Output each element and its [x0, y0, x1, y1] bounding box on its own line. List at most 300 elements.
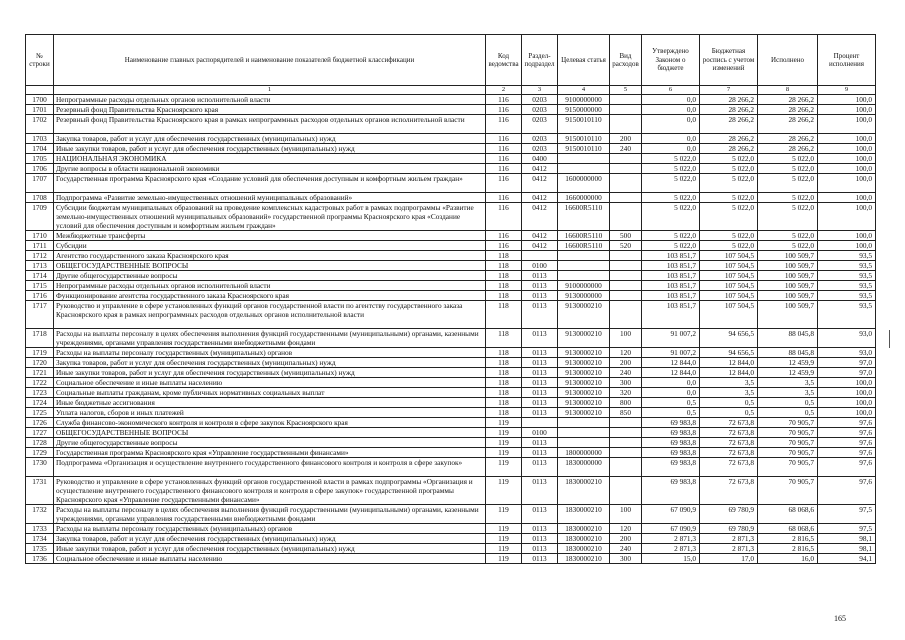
- row-approved: 91 007,2: [642, 329, 700, 348]
- row-target: 9100000000: [558, 281, 610, 291]
- row-section: 0100: [522, 428, 558, 438]
- row-name: Функционирование агентства государственного заказа Красноярского края: [54, 291, 486, 301]
- row-done: 3,5: [758, 378, 818, 388]
- row-section: 0113: [522, 358, 558, 368]
- row-num: 1717: [26, 301, 54, 329]
- row-done: 70 905,7: [758, 477, 818, 505]
- row-name: Иные закупки товаров, работ и услуг для обеспечения государственных (муниципальных) нужд: [54, 144, 486, 154]
- row-code: 119: [486, 418, 522, 428]
- col-index: 5: [610, 86, 642, 95]
- row-approved: 0,0: [642, 95, 700, 105]
- row-percent: 100,0: [818, 378, 876, 388]
- row-name: Уплата налогов, сборов и иных платежей: [54, 408, 486, 418]
- row-name: Субсидии бюджетам муниципальных образований на проведение комплексных кадастровых работ в рамках подпрограммы «Развитие земельно-имущественных отношений муниципальных образований» государственной программы Красноярского края «Создание условий для обеспечения доступным и комфортным жильем граждан»: [54, 203, 486, 231]
- table-row: [26, 398, 876, 408]
- row-section: [522, 251, 558, 261]
- row-num: 1702: [26, 115, 54, 134]
- col-index: 6: [642, 86, 700, 95]
- row-percent: 100,0: [818, 95, 876, 105]
- row-target: [558, 261, 610, 271]
- row-code: 118: [486, 329, 522, 348]
- row-target: 16600R5110: [558, 203, 610, 231]
- row-budget: 3,5: [700, 388, 758, 398]
- table-row: [26, 203, 876, 231]
- row-kind: 300: [610, 378, 642, 388]
- table-row: [26, 505, 876, 524]
- table-row: [26, 164, 876, 174]
- col-index: 7: [700, 86, 758, 95]
- row-percent: 100,0: [818, 105, 876, 115]
- col-index: 2: [486, 86, 522, 95]
- row-name: Социальные выплаты гражданам, кроме публичных нормативных социальных выплат: [54, 388, 486, 398]
- row-code: 116: [486, 193, 522, 203]
- budget-table: [25, 34, 876, 564]
- row-num: 1710: [26, 231, 54, 241]
- row-section: 0113: [522, 477, 558, 505]
- table-row: [26, 418, 876, 428]
- row-done: 28 266,2: [758, 105, 818, 115]
- row-code: 116: [486, 134, 522, 144]
- row-done: 5 022,0: [758, 164, 818, 174]
- table-row: [26, 291, 876, 301]
- table-row: [26, 448, 876, 458]
- row-budget: 12 844,0: [700, 358, 758, 368]
- row-name: Иные бюджетные ассигнования: [54, 398, 486, 408]
- row-code: 119: [486, 534, 522, 544]
- row-done: 28 266,2: [758, 115, 818, 134]
- table-row: [26, 477, 876, 505]
- row-section: 0412: [522, 203, 558, 231]
- row-name: Резервный фонд Правительства Красноярского края: [54, 105, 486, 115]
- row-target: 16600R5110: [558, 231, 610, 241]
- row-kind: [610, 154, 642, 164]
- row-target: 9130000210: [558, 358, 610, 368]
- row-budget: 28 266,2: [700, 134, 758, 144]
- row-target: 1600000000: [558, 174, 610, 193]
- row-done: 2 816,5: [758, 534, 818, 544]
- row-section: [522, 418, 558, 428]
- row-budget: 72 673,8: [700, 418, 758, 428]
- row-budget: 2 871,3: [700, 544, 758, 554]
- row-code: 119: [486, 477, 522, 505]
- row-num: 1708: [26, 193, 54, 203]
- row-num: 1732: [26, 505, 54, 524]
- table-row: [26, 554, 876, 564]
- row-section: 0113: [522, 554, 558, 564]
- row-section: 0203: [522, 115, 558, 134]
- row-approved: 69 983,8: [642, 418, 700, 428]
- row-percent: 97,0: [818, 368, 876, 378]
- row-done: 68 068,6: [758, 524, 818, 534]
- row-done: 3,5: [758, 388, 818, 398]
- row-budget: 107 504,5: [700, 291, 758, 301]
- row-done: 100 509,7: [758, 261, 818, 271]
- row-percent: 100,0: [818, 154, 876, 164]
- row-percent: 97,5: [818, 505, 876, 524]
- row-code: 118: [486, 271, 522, 281]
- row-kind: 500: [610, 231, 642, 241]
- row-done: 5 022,0: [758, 231, 818, 241]
- row-done: 5 022,0: [758, 154, 818, 164]
- row-kind: [610, 448, 642, 458]
- row-num: 1703: [26, 134, 54, 144]
- table-row: [26, 193, 876, 203]
- row-target: 9130000210: [558, 388, 610, 398]
- row-code: 118: [486, 261, 522, 271]
- row-section: 0113: [522, 329, 558, 348]
- header-row: [26, 35, 876, 86]
- row-kind: 240: [610, 144, 642, 154]
- row-budget: 107 504,5: [700, 251, 758, 261]
- row-budget: 5 022,0: [700, 164, 758, 174]
- row-name: Руководство и управление в сфере установленных функций органов государственной власти в рамках подпрограммы «Организация и осуществление внутреннего государственного финансового контроля и контроля в сфере закупок» государственной программы Красноярского края «Управление государственными финансами»: [54, 477, 486, 505]
- row-code: 116: [486, 95, 522, 105]
- row-percent: 93,5: [818, 281, 876, 291]
- row-name: Подпрограмма «Организация и осуществление внутреннего государственного финансового контроля и контроля в сфере закупок»: [54, 458, 486, 477]
- row-budget: 5 022,0: [700, 203, 758, 231]
- row-num: 1724: [26, 398, 54, 408]
- row-percent: 100,0: [818, 241, 876, 251]
- row-approved: 12 844,0: [642, 358, 700, 368]
- table-row: [26, 301, 876, 329]
- row-budget: 3,5: [700, 378, 758, 388]
- row-name: Государственная программа Красноярского края «Создание условий для обеспечения доступным и комфортным жильем граждан»: [54, 174, 486, 193]
- row-num: 1705: [26, 154, 54, 164]
- col-header-num: № строки: [26, 35, 54, 86]
- row-name: Закупка товаров, работ и услуг для обеспечения государственных (муниципальных) нужд: [54, 358, 486, 368]
- row-name: Другие общегосударственные вопросы: [54, 438, 486, 448]
- row-budget: 72 673,8: [700, 438, 758, 448]
- row-approved: 67 090,9: [642, 524, 700, 534]
- row-kind: [610, 95, 642, 105]
- row-target: 9130000210: [558, 301, 610, 329]
- row-percent: 100,0: [818, 144, 876, 154]
- row-num: 1725: [26, 408, 54, 418]
- row-section: 0113: [522, 408, 558, 418]
- row-code: 119: [486, 428, 522, 438]
- row-kind: 120: [610, 524, 642, 534]
- row-target: 1830000210: [558, 524, 610, 534]
- row-num: 1714: [26, 271, 54, 281]
- row-kind: 120: [610, 348, 642, 358]
- row-code: 118: [486, 378, 522, 388]
- row-budget: 5 022,0: [700, 231, 758, 241]
- row-section: 0113: [522, 281, 558, 291]
- row-target: 9150010110: [558, 144, 610, 154]
- row-percent: 100,0: [818, 115, 876, 134]
- col-header-name: Наименование главных распорядителей и наименование показателей бюджетной классификации: [54, 35, 486, 86]
- row-budget: 28 266,2: [700, 115, 758, 134]
- row-approved: 0,5: [642, 398, 700, 408]
- row-target: 1830000210: [558, 477, 610, 505]
- row-percent: 100,0: [818, 388, 876, 398]
- row-code: 118: [486, 358, 522, 368]
- table-row: [26, 348, 876, 358]
- row-num: 1700: [26, 95, 54, 105]
- row-done: 12 459,9: [758, 368, 818, 378]
- row-target: [558, 271, 610, 281]
- row-kind: [610, 203, 642, 231]
- row-kind: 850: [610, 408, 642, 418]
- table-row: [26, 534, 876, 544]
- row-name: Расходы на выплаты персоналу государственных (муниципальных) органов: [54, 524, 486, 534]
- row-section: 0113: [522, 271, 558, 281]
- row-done: 5 022,0: [758, 174, 818, 193]
- row-approved: 0,0: [642, 378, 700, 388]
- row-target: [558, 428, 610, 438]
- row-kind: 320: [610, 388, 642, 398]
- table-row: [26, 271, 876, 281]
- row-kind: [610, 438, 642, 448]
- row-code: 118: [486, 348, 522, 358]
- row-code: 116: [486, 144, 522, 154]
- row-target: 9100000000: [558, 95, 610, 105]
- row-approved: 69 983,8: [642, 448, 700, 458]
- row-budget: 107 504,5: [700, 301, 758, 329]
- row-code: 118: [486, 388, 522, 398]
- row-num: 1723: [26, 388, 54, 398]
- row-budget: 5 022,0: [700, 241, 758, 251]
- row-approved: 5 022,0: [642, 174, 700, 193]
- row-section: 0203: [522, 144, 558, 154]
- row-percent: 100,0: [818, 398, 876, 408]
- row-done: 68 068,6: [758, 505, 818, 524]
- table-row: [26, 428, 876, 438]
- row-section: 0113: [522, 458, 558, 477]
- row-section: 0100: [522, 261, 558, 271]
- row-percent: 94,1: [818, 554, 876, 564]
- row-done: 70 905,7: [758, 438, 818, 448]
- row-approved: 103 851,7: [642, 291, 700, 301]
- row-name: Закупка товаров, работ и услуг для обеспечения государственных (муниципальных) нужд: [54, 134, 486, 144]
- table-row: [26, 358, 876, 368]
- row-approved: 5 022,0: [642, 203, 700, 231]
- row-section: 0113: [522, 301, 558, 329]
- row-section: 0113: [522, 398, 558, 408]
- row-section: 0113: [522, 438, 558, 448]
- col-header-kind: Вид расходов: [610, 35, 642, 86]
- row-target: 1830000210: [558, 534, 610, 544]
- row-done: 28 266,2: [758, 134, 818, 144]
- row-done: 5 022,0: [758, 193, 818, 203]
- row-done: 100 509,7: [758, 271, 818, 281]
- row-target: 9150010110: [558, 134, 610, 144]
- table-row: [26, 251, 876, 261]
- table-row: [26, 231, 876, 241]
- table-row: [26, 388, 876, 398]
- row-section: 0113: [522, 544, 558, 554]
- row-budget: 0,5: [700, 398, 758, 408]
- row-target: 9130000210: [558, 368, 610, 378]
- row-section: 0113: [522, 505, 558, 524]
- col-header-code: Код ведомства: [486, 35, 522, 86]
- table-row: [26, 174, 876, 193]
- row-section: 0412: [522, 174, 558, 193]
- row-kind: 100: [610, 505, 642, 524]
- row-target: [558, 154, 610, 164]
- row-kind: [610, 418, 642, 428]
- row-name: Агентство государственного заказа Красноярского края: [54, 251, 486, 261]
- row-budget: 107 504,5: [700, 281, 758, 291]
- row-percent: 98,1: [818, 544, 876, 554]
- row-num: 1718: [26, 329, 54, 348]
- row-kind: 100: [610, 329, 642, 348]
- row-percent: 93,5: [818, 251, 876, 261]
- col-header-approved: Утверждено Законом о бюджете: [642, 35, 700, 86]
- row-kind: [610, 251, 642, 261]
- row-approved: 15,0: [642, 554, 700, 564]
- row-name: Подпрограмма «Развитие земельно-имущественных отношений муниципальных образований»: [54, 193, 486, 203]
- row-target: 9130000210: [558, 398, 610, 408]
- row-num: 1728: [26, 438, 54, 448]
- table-row: [26, 544, 876, 554]
- table-row: [26, 458, 876, 477]
- row-kind: 200: [610, 358, 642, 368]
- page-number: 165: [834, 614, 846, 623]
- row-budget: 28 266,2: [700, 95, 758, 105]
- row-section: 0203: [522, 134, 558, 144]
- row-done: 100 509,7: [758, 291, 818, 301]
- row-name: Государственная программа Красноярского края «Управление государственными финансами»: [54, 448, 486, 458]
- row-approved: 5 022,0: [642, 193, 700, 203]
- row-percent: 100,0: [818, 408, 876, 418]
- col-header-percent: Процент исполнения: [818, 35, 876, 86]
- row-budget: 69 780,9: [700, 524, 758, 534]
- row-done: 88 045,8: [758, 329, 818, 348]
- row-kind: 520: [610, 241, 642, 251]
- row-target: 9130000210: [558, 329, 610, 348]
- row-done: 28 266,2: [758, 95, 818, 105]
- row-section: 0113: [522, 448, 558, 458]
- row-name: Другие вопросы в области национальной экономики: [54, 164, 486, 174]
- row-section: 0113: [522, 348, 558, 358]
- col-index: 3: [522, 86, 558, 95]
- row-code: 118: [486, 251, 522, 261]
- row-percent: 97,5: [818, 524, 876, 534]
- row-done: 100 509,7: [758, 301, 818, 329]
- row-kind: [610, 271, 642, 281]
- row-name: Непрограммные расходы отдельных органов исполнительной власти: [54, 95, 486, 105]
- row-num: 1726: [26, 418, 54, 428]
- row-num: 1707: [26, 174, 54, 193]
- row-target: 9130000210: [558, 348, 610, 358]
- column-index-row: [26, 86, 876, 95]
- row-num: 1736: [26, 554, 54, 564]
- row-percent: 93,0: [818, 348, 876, 358]
- col-index: 8: [758, 86, 818, 95]
- row-num: 1715: [26, 281, 54, 291]
- table-row: [26, 438, 876, 448]
- row-kind: 300: [610, 554, 642, 564]
- row-approved: 103 851,7: [642, 251, 700, 261]
- table-row: [26, 408, 876, 418]
- col-header-target: Целевая статья: [558, 35, 610, 86]
- row-name: Иные закупки товаров, работ и услуг для обеспечения государственных (муниципальных) нужд: [54, 368, 486, 378]
- table-row: [26, 261, 876, 271]
- row-num: 1716: [26, 291, 54, 301]
- row-target: [558, 164, 610, 174]
- row-name: Служба финансово-экономического контроля и контроля в сфере закупок Красноярского края: [54, 418, 486, 428]
- row-percent: 100,0: [818, 164, 876, 174]
- row-name: ОБЩЕГОСУДАРСТВЕННЫЕ ВОПРОСЫ: [54, 428, 486, 438]
- row-section: 0412: [522, 164, 558, 174]
- row-code: 116: [486, 105, 522, 115]
- row-percent: 93,5: [818, 271, 876, 281]
- row-approved: 2 871,3: [642, 534, 700, 544]
- row-num: 1704: [26, 144, 54, 154]
- row-target: 1800000000: [558, 448, 610, 458]
- row-code: 116: [486, 174, 522, 193]
- row-done: 70 905,7: [758, 448, 818, 458]
- row-section: 0113: [522, 534, 558, 544]
- row-approved: 0,0: [642, 134, 700, 144]
- row-kind: [610, 477, 642, 505]
- row-done: 70 905,7: [758, 428, 818, 438]
- row-section: 0113: [522, 388, 558, 398]
- row-target: 9130000000: [558, 291, 610, 301]
- row-name: Руководство и управление в сфере установленных функций органов государственной власти по агентству государственного заказа Красноярского края в рамках непрограммных расходов отдельных органов исполнительной власти: [54, 301, 486, 329]
- row-name: Другие общегосударственные вопросы: [54, 271, 486, 281]
- row-kind: [610, 193, 642, 203]
- col-header-budget: Бюджетная роспись с учетом изменений: [700, 35, 758, 86]
- scan-mark: [889, 330, 890, 348]
- row-code: 118: [486, 368, 522, 378]
- row-percent: 98,1: [818, 534, 876, 544]
- row-name: Иные закупки товаров, работ и услуг для обеспечения государственных (муниципальных) нужд: [54, 544, 486, 554]
- row-budget: 28 266,2: [700, 144, 758, 154]
- row-section: 0400: [522, 154, 558, 164]
- row-approved: 0,5: [642, 408, 700, 418]
- row-target: [558, 438, 610, 448]
- row-approved: 5 022,0: [642, 154, 700, 164]
- row-approved: 103 851,7: [642, 281, 700, 291]
- row-kind: [610, 174, 642, 193]
- row-section: 0412: [522, 241, 558, 251]
- row-kind: [610, 164, 642, 174]
- row-code: 119: [486, 554, 522, 564]
- row-budget: 94 656,5: [700, 329, 758, 348]
- row-budget: 5 022,0: [700, 174, 758, 193]
- row-kind: 240: [610, 544, 642, 554]
- row-name: Расходы на выплаты персоналу государственных (муниципальных) органов: [54, 348, 486, 358]
- row-approved: 103 851,7: [642, 301, 700, 329]
- row-kind: [610, 301, 642, 329]
- row-code: 116: [486, 241, 522, 251]
- table-row: [26, 105, 876, 115]
- row-approved: 69 983,8: [642, 458, 700, 477]
- row-code: 116: [486, 164, 522, 174]
- row-name: Резервный фонд Правительства Красноярского края в рамках непрограммных расходов отдельных органов исполнительной власти: [54, 115, 486, 134]
- row-kind: 240: [610, 368, 642, 378]
- row-target: 9150010110: [558, 115, 610, 134]
- row-section: 0412: [522, 193, 558, 203]
- row-done: 70 905,7: [758, 418, 818, 428]
- row-done: 88 045,8: [758, 348, 818, 358]
- row-num: 1719: [26, 348, 54, 358]
- row-target: [558, 251, 610, 261]
- row-num: 1727: [26, 428, 54, 438]
- row-section: 0412: [522, 231, 558, 241]
- row-code: 116: [486, 115, 522, 134]
- row-done: 12 459,9: [758, 358, 818, 368]
- row-done: 70 905,7: [758, 458, 818, 477]
- row-percent: 97,6: [818, 458, 876, 477]
- row-target: 9150000000: [558, 105, 610, 115]
- table-row: [26, 134, 876, 144]
- row-budget: 5 022,0: [700, 154, 758, 164]
- row-code: 119: [486, 448, 522, 458]
- row-code: 118: [486, 281, 522, 291]
